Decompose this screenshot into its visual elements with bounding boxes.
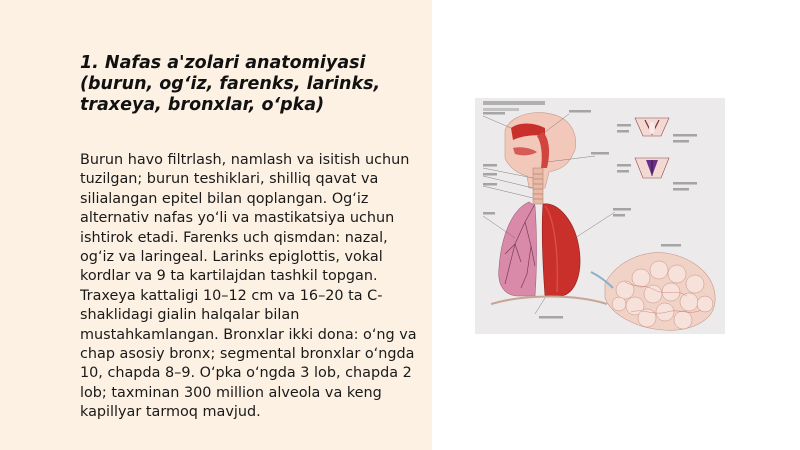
- trachea: [533, 168, 543, 204]
- respiratory-system-illustration: [475, 98, 725, 334]
- figure-caption-mark: [483, 101, 545, 105]
- diaphragm: [491, 297, 607, 305]
- alveoli-cluster: [591, 253, 715, 331]
- larynx-inset-closed: [635, 158, 669, 178]
- left-lung: [542, 204, 580, 296]
- slide-title: 1. Nafas a'zolari anatomiyasi (burun, og‘iz, farenks, larinks, traxeya, bronxlar, o‘pka): [80, 53, 381, 115]
- larynx-inset-open: [635, 118, 669, 136]
- slide-body-text: Burun havo filtrlash, namlash va isitish uchun tuzilgan; burun teshiklari, shilliq qavat va silialangan epitel bilan qoplangan. Og‘iz alternativ nafas yo‘li va mastikatsiya uchun ishtirok etadi. Farenks uch qismdan: nazal, og‘iz va laringeal. Larinks epiglottis, vokal kordlar va 9 ta kartilajdan tashkil topgan. Traxeya kattaligi 10–12 cm va 16–20 ta C-shaklidagi gialin halqalar bilan mustahkamlangan. Bronxlar ikki dona: o‘ng va chap asosiy bronx; segmental bronxlar o‘ngda 10, chapda 8–9. O‘pka o‘ngda 3 lob, chapda 2 lob; taxminan 300 million alveola va keng kapillyar tarmoq mavjud.: [80, 152, 417, 421]
